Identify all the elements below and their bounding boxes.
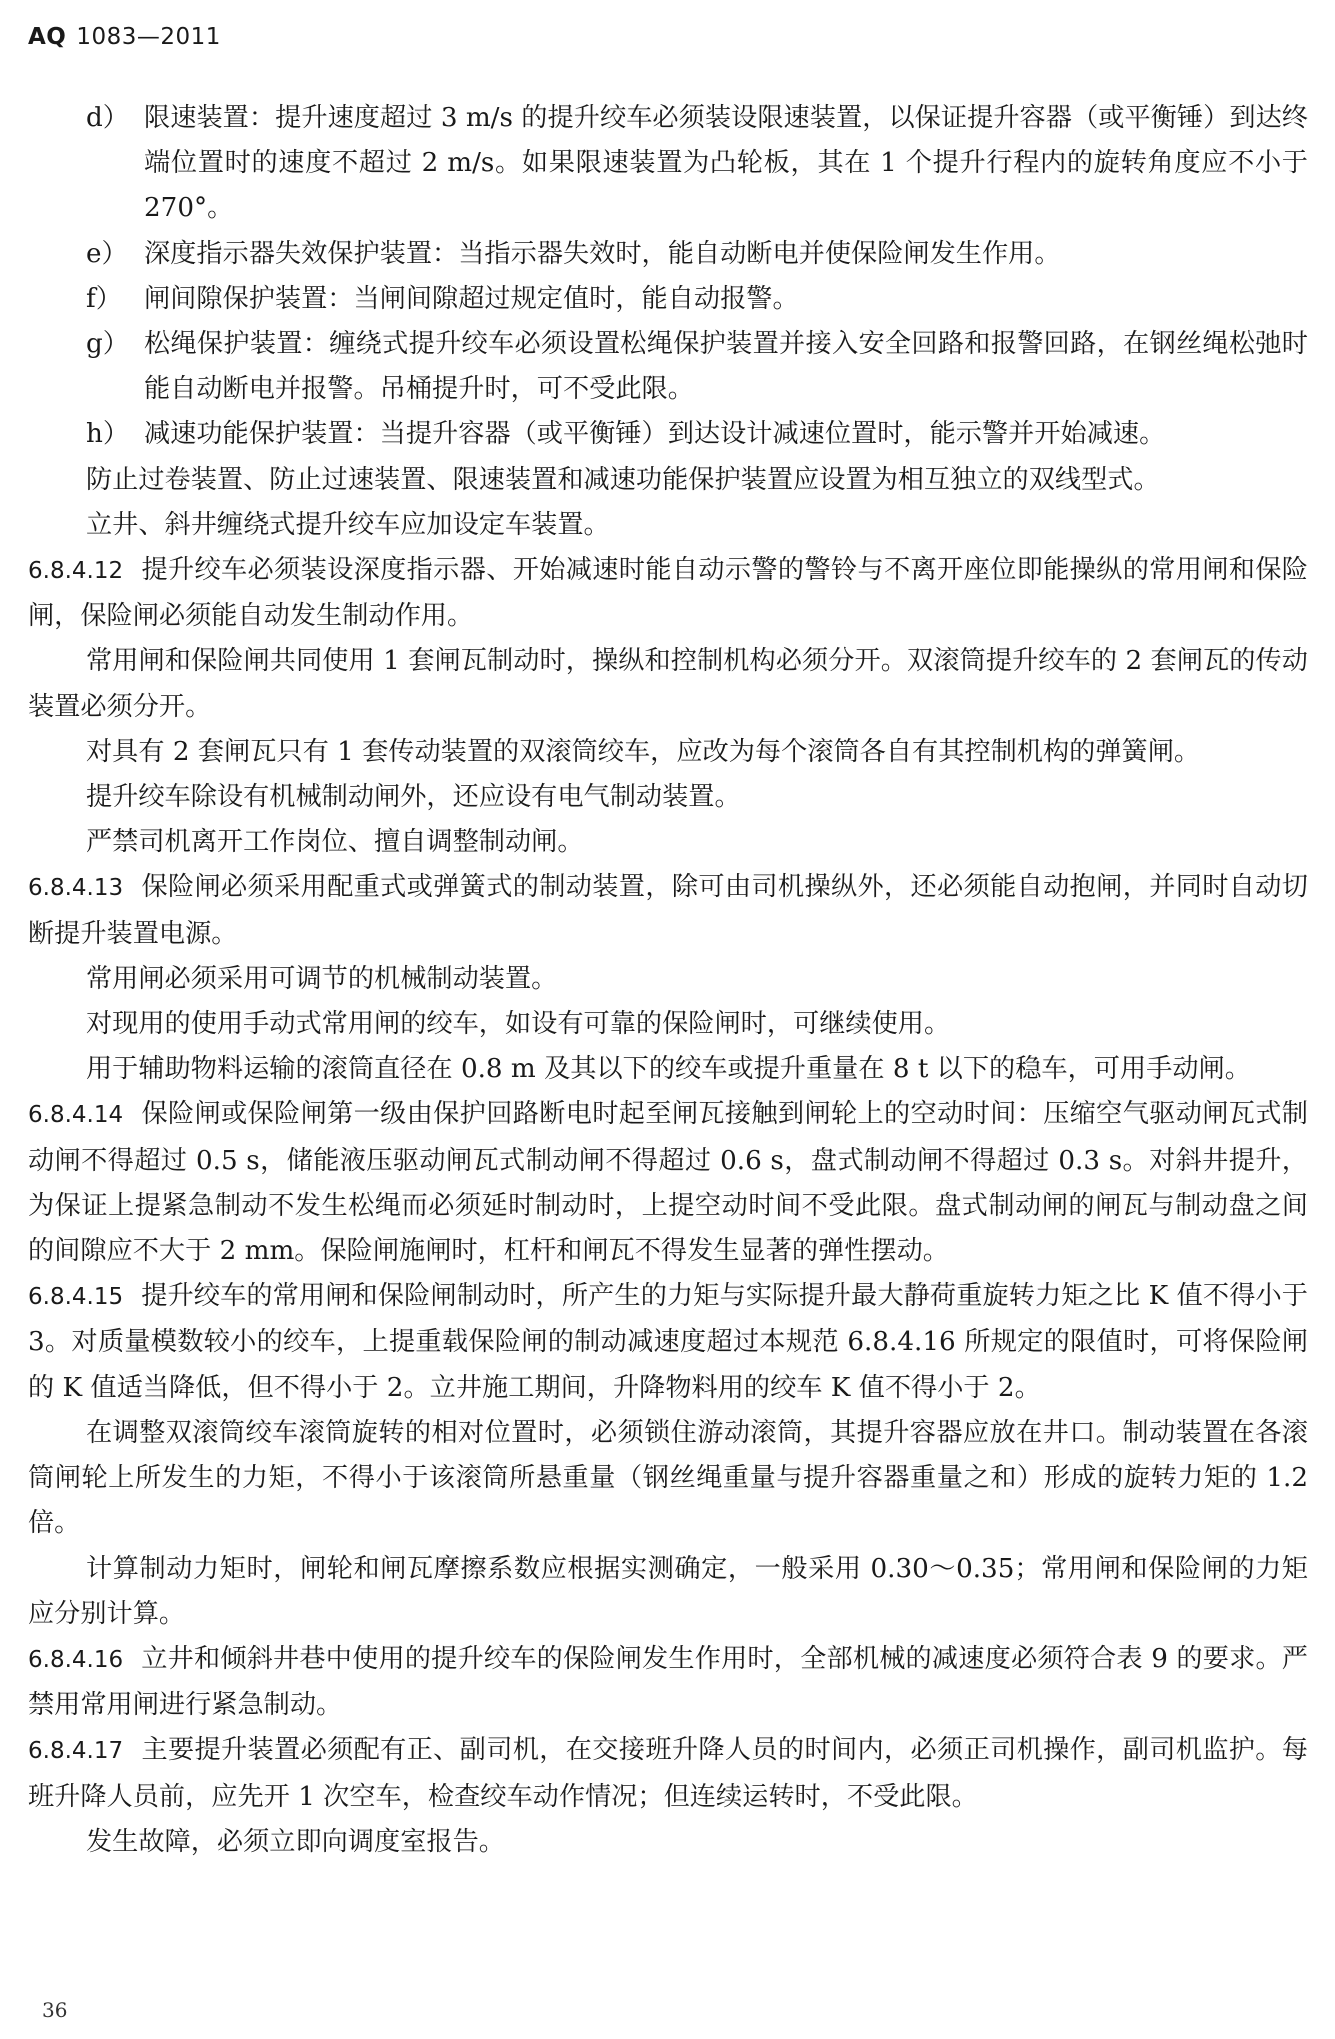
clause-text: 提升绞车必须装设深度指示器、开始减速时能自动示警的警铃与不离开座位即能操纵的常用闸和保险闸，保险闸必须能自动发生制动作用。 [28, 555, 1308, 632]
paragraph: 在调整双滚筒绞车滚筒旋转的相对位置时，必须锁住游动滚筒，其提升容器应放在井口。制动装置在各滚筒闸轮上所发生的力矩，不得小于该滚筒所悬重量（钢丝绳重量与提升容器重量之和）形成的旋转力矩的 1.2 倍。 [28, 1417, 1308, 1539]
paragraph: 对具有 2 套闸瓦只有 1 套传动装置的双滚筒绞车，应改为每个滚筒各自有其控制机构的弹簧闸。 [86, 736, 1201, 767]
clause-number: 6.8.4.17 [28, 1738, 124, 1765]
paragraph: 防止过卷装置、防止过速装置、限速装置和减速功能保护装置应设置为相互独立的双线型式。 [86, 464, 1160, 495]
list-item-text: 闸间隙保护装置：当闸间隙超过规定值时，能自动报警。 [144, 283, 799, 314]
list-marker: g） [86, 329, 129, 360]
clause [28, 865, 1308, 956]
clause-number: 6.8.4.13 [28, 875, 124, 902]
paragraph: 用于辅助物料运输的滚筒直径在 0.8 m 及其以下的绞车或提升重量在 8 t 以下的稳车，可用手动闸。 [86, 1054, 1251, 1085]
paragraph: 提升绞车除设有机械制动闸外，还应设有电气制动装置。 [86, 782, 741, 813]
clause [28, 1728, 1308, 1819]
clause-text: 保险闸必须采用配重式或弹簧式的制动装置，除可由司机操纵外，还必须能自动抱闸，并同时自动切断提升装置电源。 [28, 872, 1308, 949]
clause-number: 6.8.4.15 [28, 1284, 124, 1311]
clause-text: 立井和倾斜井巷中使用的提升绞车的保险闸发生作用时，全部机械的减速度必须符合表 9 的要求。严禁用常用闸进行紧急制动。 [28, 1643, 1308, 1721]
clause-text: 提升绞车的常用闸和保险闸制动时，所产生的力矩与实际提升最大静荷重旋转力矩之比 K 值不得小于 3。对质量模数较小的绞车，上提重载保险闸的制动减速度超过本规范 6.8.4.16 所规定的限值时，可将保险闸的 K 值适当降低，但不得小于 2。立井施工期间，升降物料用的绞车 K 值不得小于 2。 [28, 1281, 1308, 1403]
list-item-text: 深度指示器失效保护装置：当指示器失效时，能自动断电并使保险闸发生作用。 [144, 238, 1061, 269]
clause-number: 6.8.4.16 [28, 1646, 124, 1673]
list-item [28, 232, 1308, 277]
clause [28, 548, 1308, 639]
paragraph: 对现用的使用手动式常用闸的绞车，如设有可靠的保险闸时，可继续使用。 [86, 1009, 951, 1040]
clause-number: 6.8.4.12 [28, 558, 124, 585]
list-marker: f） [86, 283, 122, 314]
clause [28, 1637, 1308, 1728]
list-item-text: 限速装置：提升速度超过 3 m/s 的提升绞车必须装设限速装置，以保证提升容器（或平衡锤）到达终端位置时的速度不超过 2 m/s。如果限速装置为凸轮板，其在 1 个提升行程内的旋转角度应不小于 270°。 [144, 103, 1308, 224]
list-item [28, 412, 1308, 457]
paragraph: 立井、斜井缠绕式提升绞车应加设定车装置。 [86, 509, 610, 540]
clause-number: 6.8.4.14 [28, 1102, 124, 1129]
list-item [28, 96, 1308, 232]
standard-code: AQ [28, 24, 67, 50]
list-marker: e） [86, 238, 128, 269]
list-marker: h） [86, 419, 130, 450]
paragraph: 严禁司机离开工作岗位、擅自调整制动闸。 [86, 827, 584, 858]
clause-text: 保险闸或保险闸第一级由保护回路断电时起至闸瓦接触到闸轮上的空动时间：压缩空气驱动闸瓦式制动闸不得超过 0.5 s，储能液压驱动闸瓦式制动闸不得超过 0.6 s，盘式制动闸不得超过 0.3 s。对斜井提升，为保证上提紧急制动不发生松绳而必须延时制动时，上提空动时间不受此限。盘式制动闸的闸瓦与制动盘之间的间隙应不大于 2 mm。保险闸施闸时，杠杆和闸瓦不得发生显著的弹性摆动。 [28, 1099, 1308, 1267]
clause-text: 主要提升装置必须配有正、副司机，在交接班升降人员的时间内，必须正司机操作，副司机监护。每班升降人员前，应先开 1 次空车，检查绞车动作情况；但连续运转时，不受此限。 [28, 1735, 1308, 1812]
list-item-text: 减速功能保护装置：当提升容器（或平衡锤）到达设计减速位置时，能示警并开始减速。 [144, 419, 1166, 450]
paragraph: 常用闸必须采用可调节的机械制动装置。 [86, 963, 558, 994]
paragraph: 计算制动力矩时，闸轮和闸瓦摩擦系数应根据实测确定，一般采用 0.30～0.35；常用闸和保险闸的力矩应分别计算。 [28, 1553, 1308, 1629]
page-number: 36 [42, 1998, 68, 2022]
page-header [28, 24, 221, 50]
standard-number: 1083—2011 [76, 24, 221, 50]
list-item [28, 322, 1308, 412]
list-item-text: 松绳保护装置：缠绕式提升绞车必须设置松绳保护装置并接入安全回路和报警回路，在钢丝绳松弛时能自动断电并报警。吊桶提升时，可不受此限。 [144, 329, 1308, 405]
document-body [28, 96, 1308, 1865]
clause [28, 1274, 1308, 1411]
clause [28, 1092, 1308, 1274]
list-item [28, 277, 1308, 322]
paragraph: 常用闸和保险闸共同使用 1 套闸瓦制动时，操纵和控制机构必须分开。双滚筒提升绞车的 2 套闸瓦的传动装置必须分开。 [28, 646, 1308, 722]
paragraph: 发生故障，必须立即向调度室报告。 [86, 1826, 505, 1857]
list-marker: d） [86, 103, 129, 133]
